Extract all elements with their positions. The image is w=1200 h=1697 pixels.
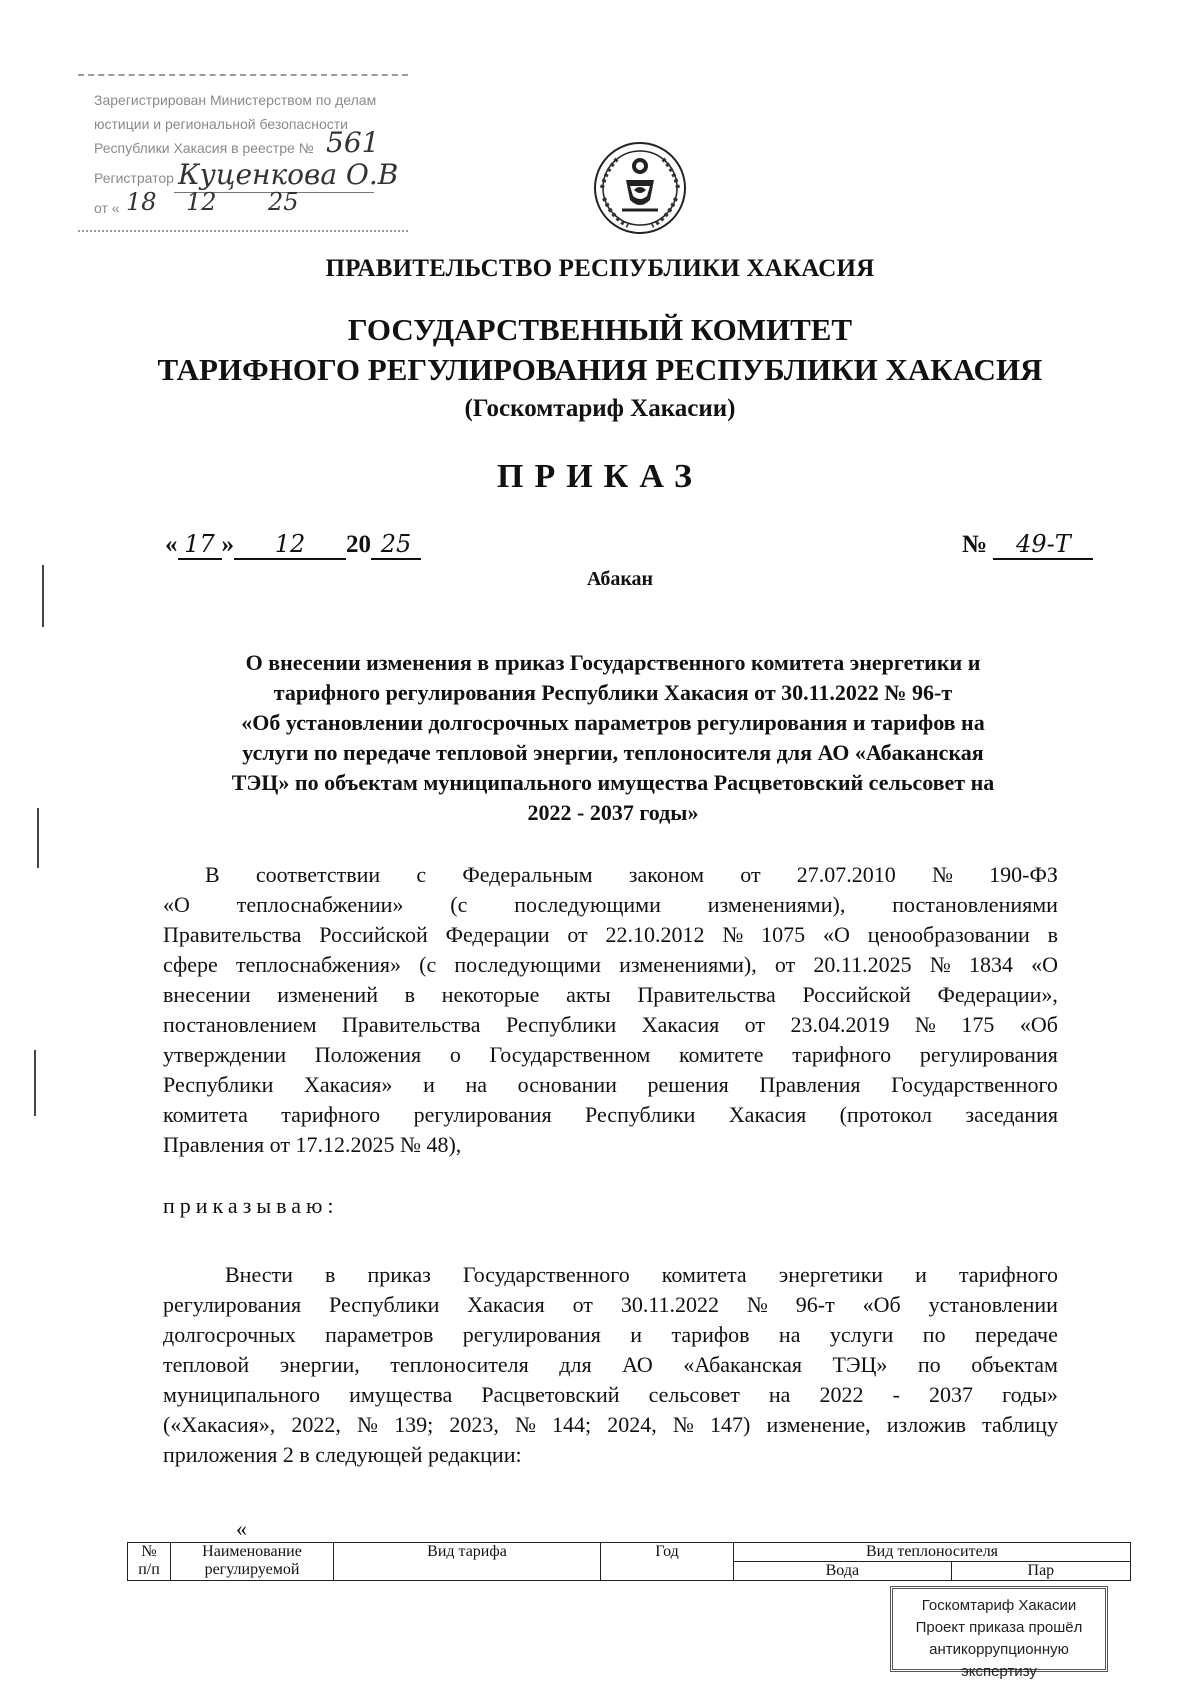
date-close-quote: » bbox=[221, 531, 234, 558]
word: в bbox=[1047, 922, 1058, 947]
word: - bbox=[892, 1382, 900, 1407]
word: тарифов bbox=[671, 1322, 750, 1347]
word: Хакасия bbox=[641, 1012, 720, 1037]
coat-of-arms-icon bbox=[592, 140, 688, 236]
word: («Хакасия», bbox=[163, 1412, 276, 1437]
word: 27.07.2010 bbox=[796, 862, 896, 887]
word: постановлением bbox=[163, 1012, 317, 1037]
word: приказ bbox=[367, 1262, 431, 1287]
word: комитете bbox=[678, 1042, 764, 1067]
paragraph-line bbox=[163, 1100, 1058, 1130]
word: от bbox=[567, 922, 588, 947]
registration-line-1: Зарегистрирован Министерством по делам bbox=[94, 92, 377, 108]
word: законом bbox=[628, 862, 705, 887]
word: услуги bbox=[829, 1322, 894, 1347]
word: 190-ФЗ bbox=[989, 862, 1058, 887]
word: последующими bbox=[514, 892, 661, 917]
word: 2024, bbox=[607, 1412, 657, 1437]
registration-day: 18 bbox=[126, 188, 157, 216]
word: тарифного bbox=[792, 1042, 892, 1067]
word: регулирования bbox=[919, 1042, 1058, 1067]
word: Федерации», bbox=[937, 982, 1058, 1007]
paragraph-line bbox=[163, 890, 1058, 920]
word: передаче bbox=[974, 1322, 1058, 1347]
tariff-table bbox=[127, 1542, 1131, 1581]
word: тарифного bbox=[281, 1102, 381, 1127]
order-number-label: № bbox=[962, 531, 988, 558]
paragraph-line: приложения 2 в следующей редакции: bbox=[163, 1442, 522, 1467]
word: муниципального bbox=[163, 1382, 321, 1407]
word: тепловой bbox=[163, 1352, 250, 1377]
paragraph-line bbox=[163, 1290, 1058, 1320]
word: «О bbox=[163, 892, 190, 917]
word: энергетики bbox=[778, 1262, 884, 1287]
title-line: «Об установлении долгосрочных параметров регулирования и тарифов на bbox=[241, 710, 985, 735]
word: № bbox=[722, 922, 744, 947]
word: 139; bbox=[394, 1412, 434, 1437]
order-title bbox=[168, 648, 1058, 828]
header-cell-number: № п/п bbox=[128, 1543, 171, 1581]
word: изменений bbox=[277, 982, 378, 1007]
word: Республики bbox=[505, 1012, 617, 1037]
registrar-signature: Куценкова О.В bbox=[178, 158, 399, 191]
paragraph-line bbox=[163, 1260, 1058, 1290]
word: «Об bbox=[1019, 1012, 1058, 1037]
word: Хакасия bbox=[467, 1292, 545, 1317]
word: (с bbox=[450, 892, 468, 917]
order-number-value: 49-Т bbox=[993, 530, 1093, 560]
committee-abbreviation: (Госкомтариф Хакасии) bbox=[464, 395, 736, 422]
word: теплоснабжения» bbox=[236, 952, 401, 977]
word: последующими bbox=[454, 952, 601, 977]
title-line: услуги по передаче тепловой энергии, теплоносителя для АО «Абаканская bbox=[242, 740, 984, 765]
decree-word: приказываю: bbox=[163, 1193, 339, 1218]
word: имущества bbox=[349, 1382, 453, 1407]
word: Расцветовский bbox=[481, 1382, 620, 1407]
word: 175 bbox=[961, 1012, 995, 1037]
header-cell-water: Вода bbox=[734, 1562, 952, 1581]
word: от bbox=[744, 1012, 765, 1037]
expertise-stamp-line-1: Госкомтариф Хакасии bbox=[921, 1597, 1077, 1614]
word: энергии, bbox=[279, 1352, 360, 1377]
word: 2022, bbox=[291, 1412, 341, 1437]
word: 1075 bbox=[761, 922, 806, 947]
paragraph-line bbox=[163, 860, 1058, 890]
word: комитета bbox=[661, 1262, 747, 1287]
government-heading: ПРАВИТЕЛЬСТВО РЕСПУБЛИКИ ХАКАСИЯ bbox=[325, 255, 875, 282]
word: 2037 bbox=[929, 1382, 974, 1407]
preamble-paragraph bbox=[163, 860, 1058, 1160]
word: некоторые bbox=[441, 982, 540, 1007]
registration-number: 561 bbox=[326, 126, 380, 159]
word: № bbox=[746, 1292, 768, 1317]
word: комитета bbox=[163, 1102, 248, 1127]
word: 2022 bbox=[819, 1382, 864, 1407]
registration-line-3: Республики Хакасия в реестре № bbox=[94, 140, 314, 156]
word: на bbox=[778, 1322, 801, 1347]
word: по bbox=[917, 1352, 941, 1377]
word: сфере bbox=[163, 952, 218, 977]
word: № bbox=[356, 1412, 378, 1437]
word: «Абаканская bbox=[683, 1352, 802, 1377]
word: № bbox=[514, 1412, 536, 1437]
paragraph-line bbox=[163, 1410, 1058, 1440]
document-type: ПРИКАЗ bbox=[497, 458, 703, 495]
word: № bbox=[929, 952, 951, 977]
amendment-paragraph bbox=[163, 1260, 1058, 1470]
word: Государственного bbox=[891, 1072, 1058, 1097]
word: Правительства bbox=[342, 1012, 481, 1037]
word: параметров bbox=[325, 1322, 434, 1347]
paragraph-line: Правления от 17.12.2025 № 48), bbox=[163, 1132, 462, 1157]
order-city: Абакан bbox=[586, 568, 654, 590]
paragraph-line bbox=[163, 980, 1058, 1010]
order-day: 17 bbox=[178, 530, 222, 560]
word: таблицу bbox=[982, 1412, 1058, 1437]
word: 22.10.2012 bbox=[605, 922, 705, 947]
word: от bbox=[572, 1292, 593, 1317]
paragraph-line bbox=[163, 1070, 1058, 1100]
margin-mark bbox=[34, 1050, 36, 1116]
word: Правления bbox=[759, 1072, 861, 1097]
word: № bbox=[672, 1412, 694, 1437]
word: 23.04.2019 bbox=[790, 1012, 890, 1037]
word: в bbox=[325, 1262, 336, 1287]
word: «Об bbox=[862, 1292, 901, 1317]
word: Внести bbox=[225, 1262, 293, 1287]
order-year-suffix: 25 bbox=[371, 530, 421, 560]
word: Российской bbox=[802, 982, 911, 1007]
word: 2023, bbox=[449, 1412, 499, 1437]
paragraph-line bbox=[163, 920, 1058, 950]
word: № bbox=[914, 1012, 936, 1037]
order-date bbox=[165, 530, 421, 560]
committee-heading-line-1: ГОСУДАРСТВЕННЫЙ КОМИТЕТ bbox=[347, 312, 853, 347]
registration-date-prefix: от « bbox=[94, 200, 120, 216]
word: изменениями), bbox=[707, 892, 846, 917]
word: Республики bbox=[329, 1292, 440, 1317]
paragraph-line bbox=[163, 1350, 1058, 1380]
word: Хакасия» bbox=[304, 1072, 393, 1097]
word: с bbox=[416, 862, 427, 887]
committee-heading-line-2: ТАРИФНОГО РЕГУЛИРОВАНИЯ РЕСПУБЛИКИ ХАКАСИЯ bbox=[157, 352, 1043, 387]
word: в bbox=[404, 982, 416, 1007]
word: Правительства bbox=[637, 982, 776, 1007]
word: постановлениями bbox=[892, 892, 1058, 917]
word: В bbox=[205, 862, 220, 887]
word: теплоносителя bbox=[390, 1352, 529, 1377]
word: 144; bbox=[552, 1412, 592, 1437]
word: (с bbox=[419, 952, 437, 977]
word: изменениями), bbox=[619, 952, 757, 977]
word: 1834 bbox=[968, 952, 1013, 977]
expertise-stamp bbox=[890, 1586, 1108, 1680]
word: сельсовет bbox=[648, 1382, 740, 1407]
word: «О bbox=[823, 922, 850, 947]
expertise-stamp-line-2: Проект приказа прошёл bbox=[915, 1619, 1083, 1636]
word: установлении bbox=[928, 1292, 1058, 1317]
word: о bbox=[449, 1042, 461, 1067]
word: «О bbox=[1031, 952, 1058, 977]
word: от bbox=[740, 862, 761, 887]
word: долгосрочных bbox=[163, 1322, 296, 1347]
word: утверждении bbox=[163, 1042, 287, 1067]
registrar-label: Регистратор bbox=[94, 170, 174, 186]
word: 147) bbox=[710, 1412, 751, 1437]
order-month: 12 bbox=[234, 530, 346, 560]
registration-line-2: юстиции и региональной безопасности bbox=[94, 116, 348, 132]
word: Федерации bbox=[445, 922, 550, 947]
title-line: ТЭЦ» по объектам муниципального имущества Расцветовский сельсовет на bbox=[231, 770, 995, 795]
title-line: О внесении изменения в приказ Государственного комитета энергетики и bbox=[245, 650, 981, 675]
word: Республики bbox=[585, 1102, 696, 1127]
word: объектам bbox=[971, 1352, 1058, 1377]
registration-month: 12 bbox=[186, 188, 217, 216]
registration-stamp bbox=[78, 70, 408, 260]
word: от bbox=[774, 952, 796, 977]
word: заседания bbox=[965, 1102, 1058, 1127]
word: 30.11.2022 bbox=[620, 1292, 719, 1317]
paragraph-line bbox=[163, 1040, 1058, 1070]
table-header-row bbox=[128, 1543, 1131, 1562]
word: по bbox=[922, 1322, 946, 1347]
margin-mark bbox=[37, 808, 39, 868]
word: и bbox=[630, 1322, 643, 1347]
word: на bbox=[768, 1382, 791, 1407]
word: годы» bbox=[1002, 1382, 1058, 1407]
word: Федеральным bbox=[462, 862, 593, 887]
word: изменение, bbox=[766, 1412, 871, 1437]
word: № bbox=[931, 862, 953, 887]
word: Положения bbox=[314, 1042, 422, 1067]
paragraph-line bbox=[163, 950, 1058, 980]
word: внесении bbox=[163, 982, 251, 1007]
word: акты bbox=[566, 982, 611, 1007]
word: регулирования bbox=[462, 1322, 601, 1347]
header-cell-name: Наименование регулируемой bbox=[171, 1543, 334, 1581]
word: 96-т bbox=[795, 1292, 835, 1317]
paragraph-line bbox=[163, 1320, 1058, 1350]
word: Государственном bbox=[489, 1042, 651, 1067]
date-open-quote: « bbox=[165, 531, 178, 558]
word: АО bbox=[622, 1352, 653, 1377]
word: регулирования bbox=[163, 1292, 302, 1317]
word: регулирования bbox=[413, 1102, 552, 1127]
registration-year: 25 bbox=[268, 188, 299, 216]
header-cell-year: Год bbox=[601, 1543, 734, 1581]
word: тарифного bbox=[959, 1262, 1058, 1287]
word: решения bbox=[647, 1072, 729, 1097]
word: на bbox=[465, 1072, 488, 1097]
word: соответствии bbox=[255, 862, 381, 887]
order-number bbox=[962, 530, 1093, 560]
word: Правительства bbox=[163, 922, 302, 947]
header-cell-tariff-type: Вид тарифа bbox=[334, 1543, 601, 1581]
expertise-stamp-line-3: антикоррупционную экспертизу bbox=[929, 1641, 1069, 1680]
header-cell-steam: Пар bbox=[951, 1562, 1130, 1581]
word: изложив bbox=[886, 1412, 967, 1437]
word: и bbox=[915, 1262, 927, 1287]
header-cell-heat-carrier: Вид теплоносителя bbox=[734, 1543, 1131, 1562]
word: ценообразовании bbox=[867, 922, 1030, 947]
word: Республики bbox=[163, 1072, 274, 1097]
word: теплоснабжении» bbox=[236, 892, 404, 917]
title-line: 2022 - 2037 годы» bbox=[527, 800, 699, 825]
order-year-prefix: 20 bbox=[346, 531, 371, 558]
word: Хакасия bbox=[728, 1102, 807, 1127]
paragraph-line bbox=[163, 1010, 1058, 1040]
word: 20.11.2025 bbox=[813, 952, 912, 977]
paragraph-line bbox=[163, 1380, 1058, 1410]
word: и bbox=[423, 1072, 435, 1097]
title-line: тарифного регулирования Республики Хакасия от 30.11.2022 № 96-т bbox=[273, 680, 953, 705]
word: для bbox=[559, 1352, 592, 1377]
word: ТЭЦ» bbox=[832, 1352, 888, 1377]
word: Российской bbox=[319, 922, 428, 947]
word: основании bbox=[517, 1072, 617, 1097]
word: Государственного bbox=[462, 1262, 630, 1287]
table-open-quote: « bbox=[236, 1516, 247, 1541]
word: (протокол bbox=[839, 1102, 933, 1127]
